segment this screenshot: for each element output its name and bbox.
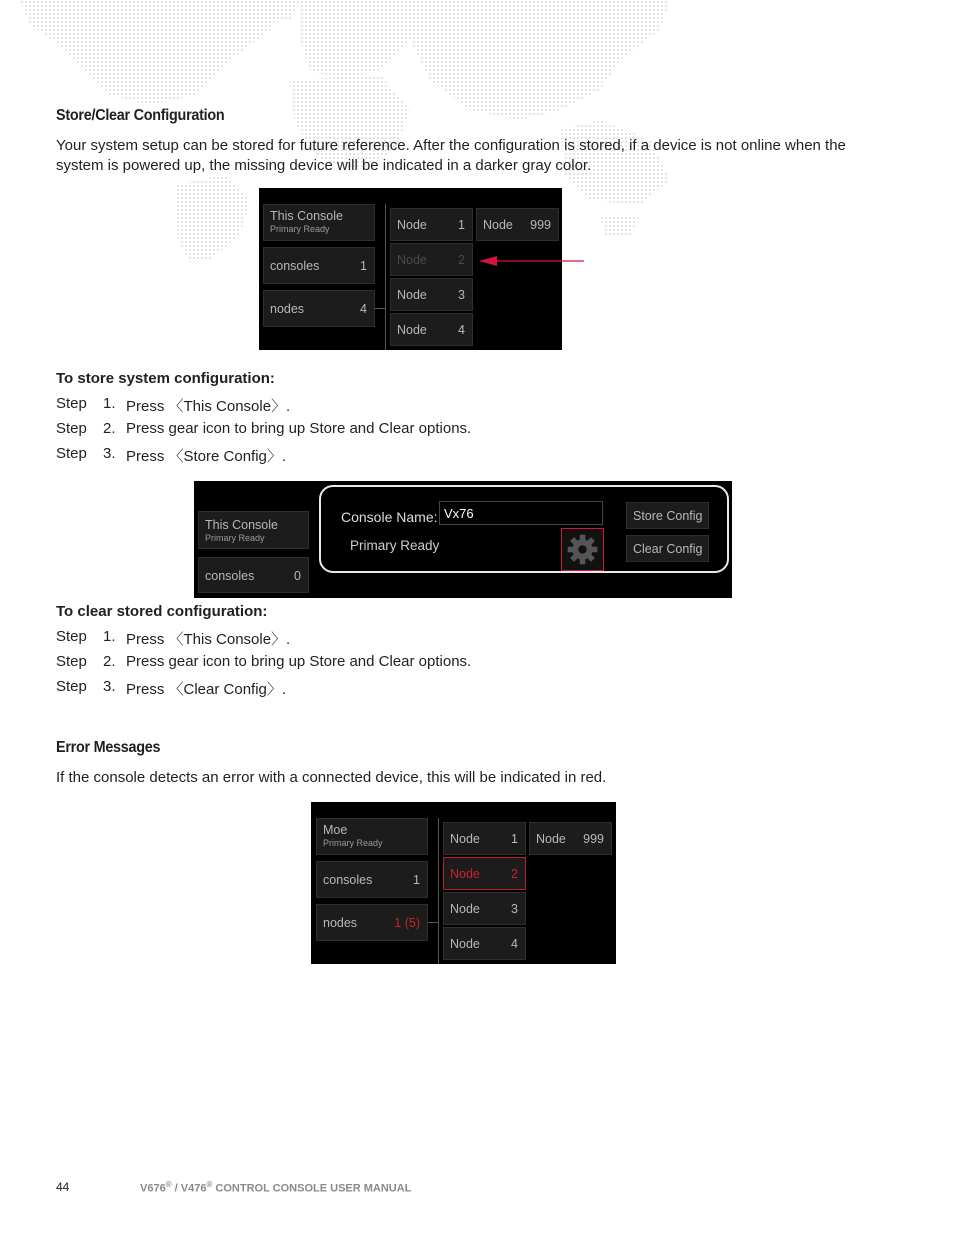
screenshot-error-node	[311, 802, 616, 964]
store-config-label: Store Config	[633, 509, 703, 523]
store-steps-heading: To store system configuration:	[56, 370, 275, 387]
node-value: 999	[583, 832, 604, 846]
consoles-tile[interactable]	[316, 861, 428, 898]
store-intro-paragraph: Your system setup can be stored for future reference. After the configuration is stored, if a device is not online when the system is powered up, the missing device will be indicated in a darker gray color.	[56, 137, 846, 174]
node-tile-error[interactable]	[443, 857, 526, 890]
this-console-tile[interactable]	[198, 511, 309, 549]
nodes-label: nodes	[270, 302, 305, 316]
page-number: 44	[56, 1180, 70, 1194]
screenshot-store-clear-panel	[194, 481, 732, 598]
consoles-value: 0	[294, 569, 301, 583]
consoles-label: consoles	[270, 259, 320, 273]
node-value: 1	[458, 218, 465, 232]
step-number: 1.	[103, 395, 116, 412]
consoles-tile[interactable]	[263, 247, 375, 284]
node-value: 2	[458, 253, 465, 267]
step-word: Step	[56, 628, 87, 645]
node-value: 3	[511, 902, 518, 916]
gear-icon	[564, 531, 601, 568]
section-heading-store-clear: Store/Clear Configuration	[56, 107, 225, 124]
node-label: Node	[450, 902, 480, 916]
step-word: Step	[56, 653, 87, 670]
step-number: 3.	[103, 445, 116, 462]
step-text: Press gear icon to bring up Store and Clear options.	[126, 653, 472, 670]
connector-line	[385, 204, 386, 350]
consoles-tile[interactable]	[198, 557, 309, 593]
step-word: Step	[56, 445, 87, 462]
connector-line	[428, 922, 438, 923]
nodes-value: 4	[360, 302, 367, 316]
registered-mark: ®	[165, 1180, 172, 1189]
clear-steps-heading: To clear stored configuration:	[56, 603, 268, 620]
console-title: This Console	[205, 518, 278, 532]
console-title: This Console	[270, 209, 343, 223]
node-value: 999	[530, 218, 551, 232]
consoles-label: consoles	[205, 569, 255, 583]
node-value: 1	[511, 832, 518, 846]
step-text: Press 〈Store Config〉.	[126, 448, 287, 465]
node-label: Node	[450, 937, 480, 951]
step-number: 3.	[103, 678, 116, 695]
console-name-input[interactable]	[439, 501, 603, 525]
step-word: Step	[56, 678, 87, 695]
console-name-value: Vx76	[444, 506, 474, 521]
node-tile[interactable]	[443, 822, 526, 855]
step-text: Press 〈This Console〉.	[126, 631, 291, 648]
this-console-tile[interactable]	[263, 204, 375, 241]
node-label: Node	[397, 253, 427, 267]
node-label: Node	[397, 288, 427, 302]
connector-line	[375, 308, 385, 309]
primary-ready-status: Primary Ready	[350, 538, 440, 553]
node-tile-offline[interactable]	[390, 243, 473, 276]
console-status: Primary Ready	[323, 838, 383, 848]
console-status: Primary Ready	[205, 533, 265, 543]
console-name-label: Console Name:	[341, 509, 438, 525]
nodes-tile[interactable]	[263, 290, 375, 327]
node-label: Node	[397, 323, 427, 337]
node-label: Node	[536, 832, 566, 846]
node-value: 4	[458, 323, 465, 337]
node-tile[interactable]	[443, 892, 526, 925]
section-heading-error-messages: Error Messages	[56, 739, 161, 756]
nodes-tile[interactable]	[316, 904, 428, 941]
node-value: 4	[511, 937, 518, 951]
nodes-label: nodes	[323, 916, 358, 930]
step-text: Press 〈This Console〉.	[126, 398, 291, 415]
console-title: Moe	[323, 823, 348, 837]
step-text: Press gear icon to bring up Store and Clear options.	[126, 420, 472, 437]
console-tile[interactable]	[316, 818, 428, 855]
node-tile[interactable]	[390, 208, 473, 241]
step-word: Step	[56, 395, 87, 412]
clear-config-label: Clear Config	[633, 542, 703, 556]
node-tile[interactable]	[390, 313, 473, 346]
registered-mark: ®	[206, 1180, 213, 1189]
consoles-value: 1	[360, 259, 367, 273]
model-b: / V476	[171, 1182, 207, 1195]
node-label: Node	[450, 867, 480, 881]
error-intro-paragraph: If the console detects an error with a connected device, this will be indicated in red.	[56, 769, 607, 786]
consoles-value: 1	[413, 873, 420, 887]
step-number: 2.	[103, 420, 116, 437]
node-label: Node	[397, 218, 427, 232]
step-text: Press 〈Clear Config〉.	[126, 681, 287, 698]
console-settings-popup	[319, 485, 729, 573]
model-a: V676	[140, 1182, 166, 1195]
node-value: 2	[511, 867, 518, 881]
store-config-button[interactable]	[626, 502, 709, 529]
node-value: 3	[458, 288, 465, 302]
connector-line	[438, 818, 439, 964]
arrow-indicator	[476, 252, 586, 270]
node-tile[interactable]	[390, 278, 473, 311]
node-tile[interactable]	[529, 822, 612, 855]
manual-title	[140, 1180, 411, 1195]
node-label: Node	[450, 832, 480, 846]
node-tile[interactable]	[476, 208, 559, 241]
gear-button[interactable]	[561, 528, 604, 571]
clear-config-button[interactable]	[626, 535, 709, 562]
step-number: 1.	[103, 628, 116, 645]
step-number: 2.	[103, 653, 116, 670]
node-tile[interactable]	[443, 927, 526, 960]
consoles-label: consoles	[323, 873, 373, 887]
node-label: Node	[483, 218, 513, 232]
nodes-value-error: 1 (5)	[394, 916, 420, 930]
step-word: Step	[56, 420, 87, 437]
manual-title-text: CONTROL CONSOLE USER MANUAL	[212, 1182, 412, 1195]
console-status: Primary Ready	[270, 224, 330, 234]
